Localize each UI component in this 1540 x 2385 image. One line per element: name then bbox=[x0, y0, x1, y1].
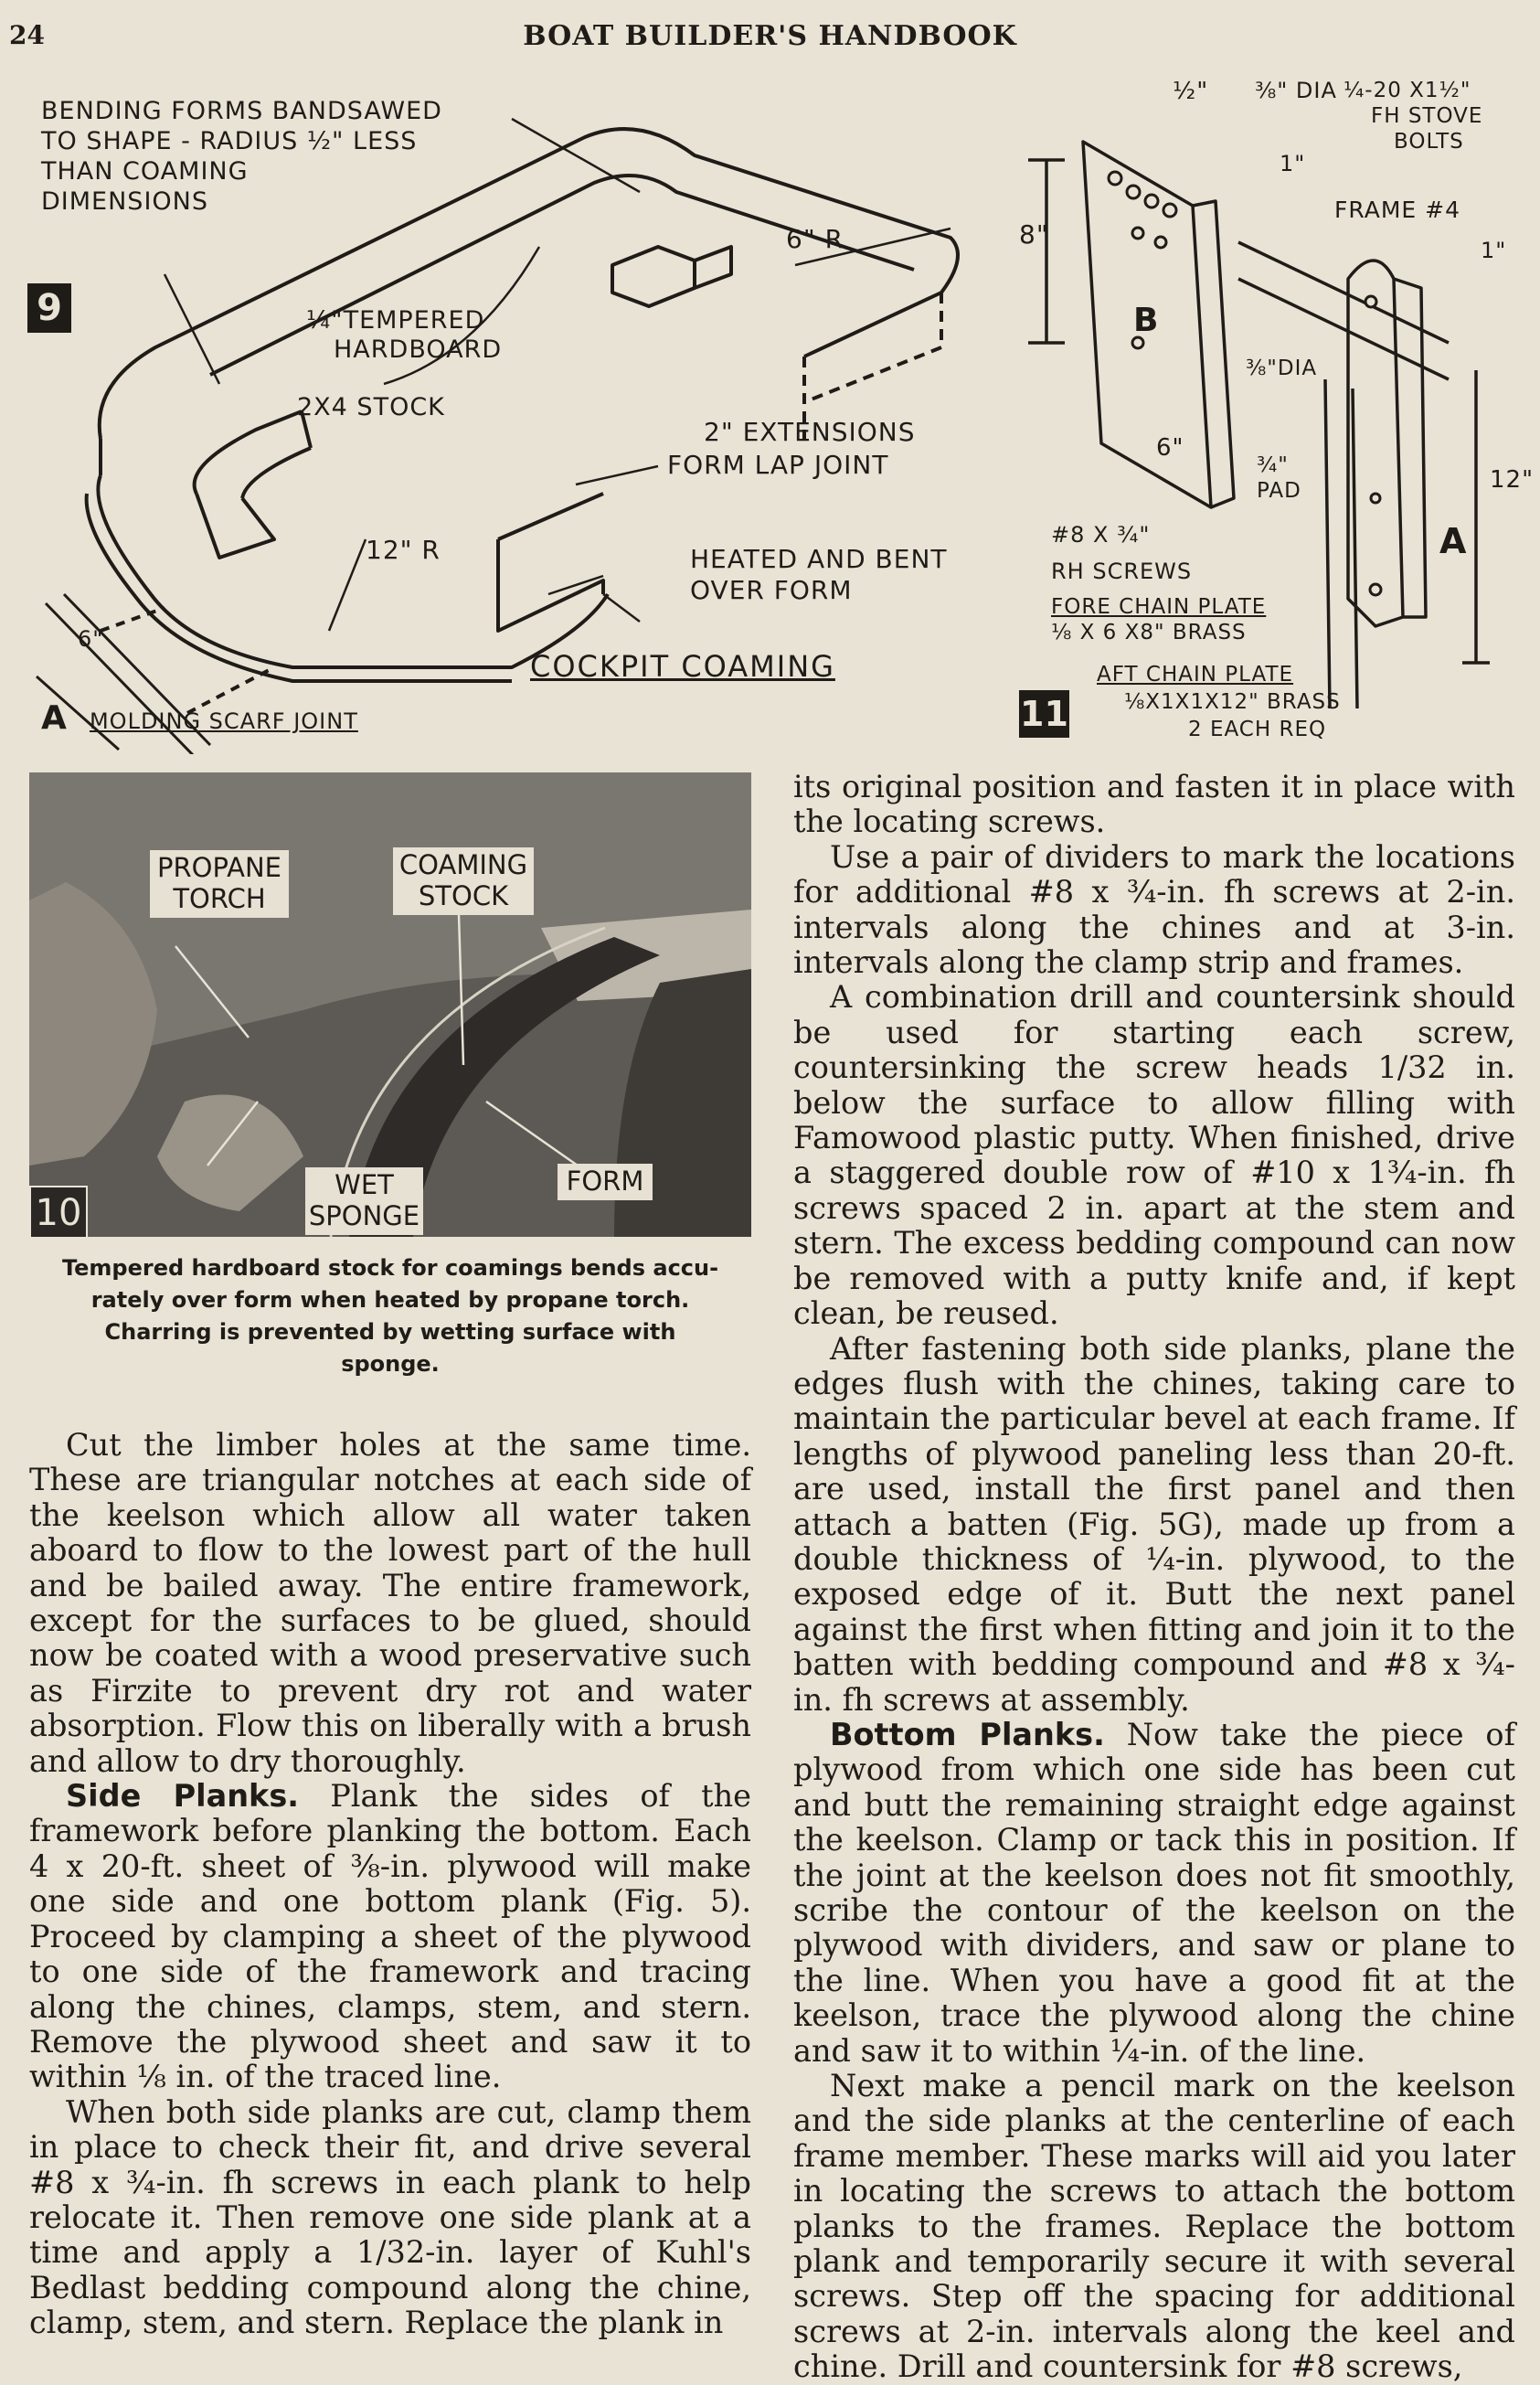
pad-label: ¾" PAD bbox=[1257, 453, 1301, 503]
right-paragraph-3: A combination drill and countersink should be used for starting each screw, countersinking the screw heads 1/32 in. below the surface to allow filling with Famowood plastic putty. When finished, drive a staggered double row of #10 x 1¾-in. fh screws spaced 2 in. apart at the stem and stern. The excess bedding compound can now be removed with a putty knife and, if kept clean, be reused. bbox=[793, 979, 1515, 1332]
figure-10-photo bbox=[29, 772, 751, 1237]
right-paragraph-1: its original position and fasten it in place with the locating screws. bbox=[793, 769, 1515, 840]
left-paragraph-1: Cut the limber holes at the same time. These are triangular notches at each side of the keelson which allow all water taken aboard to flow to the lowest part of the hull and be bailed away. The entire framework, except for the surfaces to be glued, should now be coated with a wood preservative such as Firzite to prevent dry rot and water absorption. Flow this on liberally with a brush and allow to dry thoroughly. bbox=[29, 1427, 751, 1779]
aft-plate-label: AFT CHAIN PLATE ⅛X1X1X12" BRASS 2 EACH REQ bbox=[1097, 663, 1341, 741]
dia-38-b-label: ⅜"DIA bbox=[1246, 357, 1318, 380]
right-paragraph-6: Next make a pencil mark on the keelson and the side planks at the centerline of each frame member. These marks will aid you later in locating the screws to attach the bottom planks to the frames. Replace the bottom plank and temporarily secure it with several screws. Step off the spacing for additional screws at 2-in. intervals along the keel and chine. Drill and countersink for #8 screws, bbox=[793, 2068, 1515, 2385]
scarf-length-label: 6" bbox=[78, 626, 104, 652]
right-paragraph-2: Use a pair of dividers to mark the locations for additional #8 x ¾-in. fh screws at 2-in. intervals along the chines and at 3-in. intervals along the clamp strip and frames. bbox=[793, 838, 1515, 981]
figure-11 bbox=[1010, 78, 1540, 754]
coaming-stock-tag: COAMING STOCK bbox=[393, 847, 534, 915]
page-number: 24 bbox=[9, 20, 45, 50]
left-paragraph-2: Side Planks. Plank the sides of the framework before planking the bottom. Each 4 x 20-ft. sheet of ⅜-in. plywood will make one side and one bottom plank (Fig. 5). Proceed by clamping a sheet of the plywood to one side of the framework and tracing along the chines, clamps, stem, and stern. Remove the plywood sheet and saw it to within ⅛ in. of the traced line. bbox=[29, 1778, 751, 2095]
radius-6-label: 6" R bbox=[786, 224, 844, 254]
propane-torch-tag: PROPANE TORCH bbox=[150, 850, 289, 918]
dia-38-label: ⅜" DIA bbox=[1255, 78, 1337, 103]
frame-label: FRAME #4 bbox=[1334, 197, 1461, 223]
figure-9 bbox=[0, 82, 1010, 754]
half-inch-label: ½" bbox=[1173, 78, 1209, 105]
eight-inch-label: 8" bbox=[1019, 219, 1049, 250]
bending-forms-label: BENDING FORMS BANDSAWED TO SHAPE - RADIUS ½" LESS THAN COAMING DIMENSIONS bbox=[41, 97, 442, 216]
running-title: BOAT BUILDER'S HANDBOOK bbox=[523, 20, 1017, 52]
extensions-label: 2" EXTENSIONS FORM LAP JOINT bbox=[667, 417, 916, 480]
left-column bbox=[29, 1428, 751, 2341]
wet-sponge-tag: WET SPONGE bbox=[305, 1167, 423, 1235]
six-inch-label: 6" bbox=[1156, 434, 1184, 462]
left-paragraph-3: When both side planks are cut, clamp them in place to check their fit, and drive several #8 x ¾-in. fh screws in each plank to help relocate it. Then remove one side plank at a time and apply a 1/32-in. layer of Kuhl's Bedlast bedding compound along the chine, clamp, stem, and stern. Replace the plank in bbox=[29, 2093, 751, 2341]
twelve-inch-label: 12" bbox=[1490, 466, 1535, 494]
radius-12-label: 12" R bbox=[366, 535, 441, 565]
fore-plate-label: FORE CHAIN PLATE ⅛ X 6 X8" BRASS bbox=[1051, 595, 1267, 644]
one-inch-b-label: 1" bbox=[1481, 238, 1507, 263]
form-tag: FORM bbox=[558, 1164, 653, 1200]
plate-b-label: B bbox=[1133, 302, 1159, 339]
right-paragraph-4: After fastening both side planks, plane the edges flush with the chines, taking care to maintain the particular bevel at each frame. If lengths of plywood paneling less than 20-ft. are used, install the first panel and then attach a batten (Fig. 5G), made up from a double thickness of ¼-in. plywood, to the exposed edge of it. Butt the next panel against the first when fitting and join it to the batten with bedding compound and #8 x ¾-in. fh screws at assembly. bbox=[793, 1330, 1515, 1718]
figure-number-10: 10 bbox=[29, 1186, 88, 1237]
right-paragraph-5: Bottom Planks. Now take the piece of plywood from which one side has been cut and butt the remaining straight edge against the keelson. Clamp or tack this in position. If the joint at the keelson does not fit smoothly, scribe the contour of the keelson on the plywood with dividers, and saw or plane to the line. When you have a good fit at the keelson, trace the plywood along the chine and saw it to within ¼-in. of the line. bbox=[793, 1716, 1515, 2069]
right-column bbox=[793, 770, 1515, 2385]
figure-number-11: 11 bbox=[1019, 690, 1069, 738]
hardboard-label: ¼"TEMPERED HARDBOARD bbox=[306, 306, 503, 364]
stock-label: 2X4 STOCK bbox=[297, 393, 445, 421]
coaming-title: COCKPIT COAMING bbox=[530, 649, 835, 684]
plate-a-label: A bbox=[1439, 521, 1467, 561]
one-inch-label: 1" bbox=[1280, 151, 1306, 176]
figure-number-9: 9 bbox=[27, 283, 71, 333]
screws-label: #8 X ¾" RH SCREWS bbox=[1051, 522, 1193, 584]
sub-label-a: A MOLDING SCARF JOINT bbox=[41, 699, 358, 737]
figure-10-caption: Tempered hardboard stock for coamings bends accu- rately over form when heated by propane torch. Charring is prevented by wetting surface with sponge. bbox=[61, 1255, 719, 1377]
heated-label: HEATED AND BENT OVER FORM bbox=[690, 544, 948, 605]
bolts-label: ¼-20 X1½" FH STOVE BOLTS bbox=[1344, 79, 1483, 154]
chain-plate-drawing bbox=[1010, 78, 1540, 754]
